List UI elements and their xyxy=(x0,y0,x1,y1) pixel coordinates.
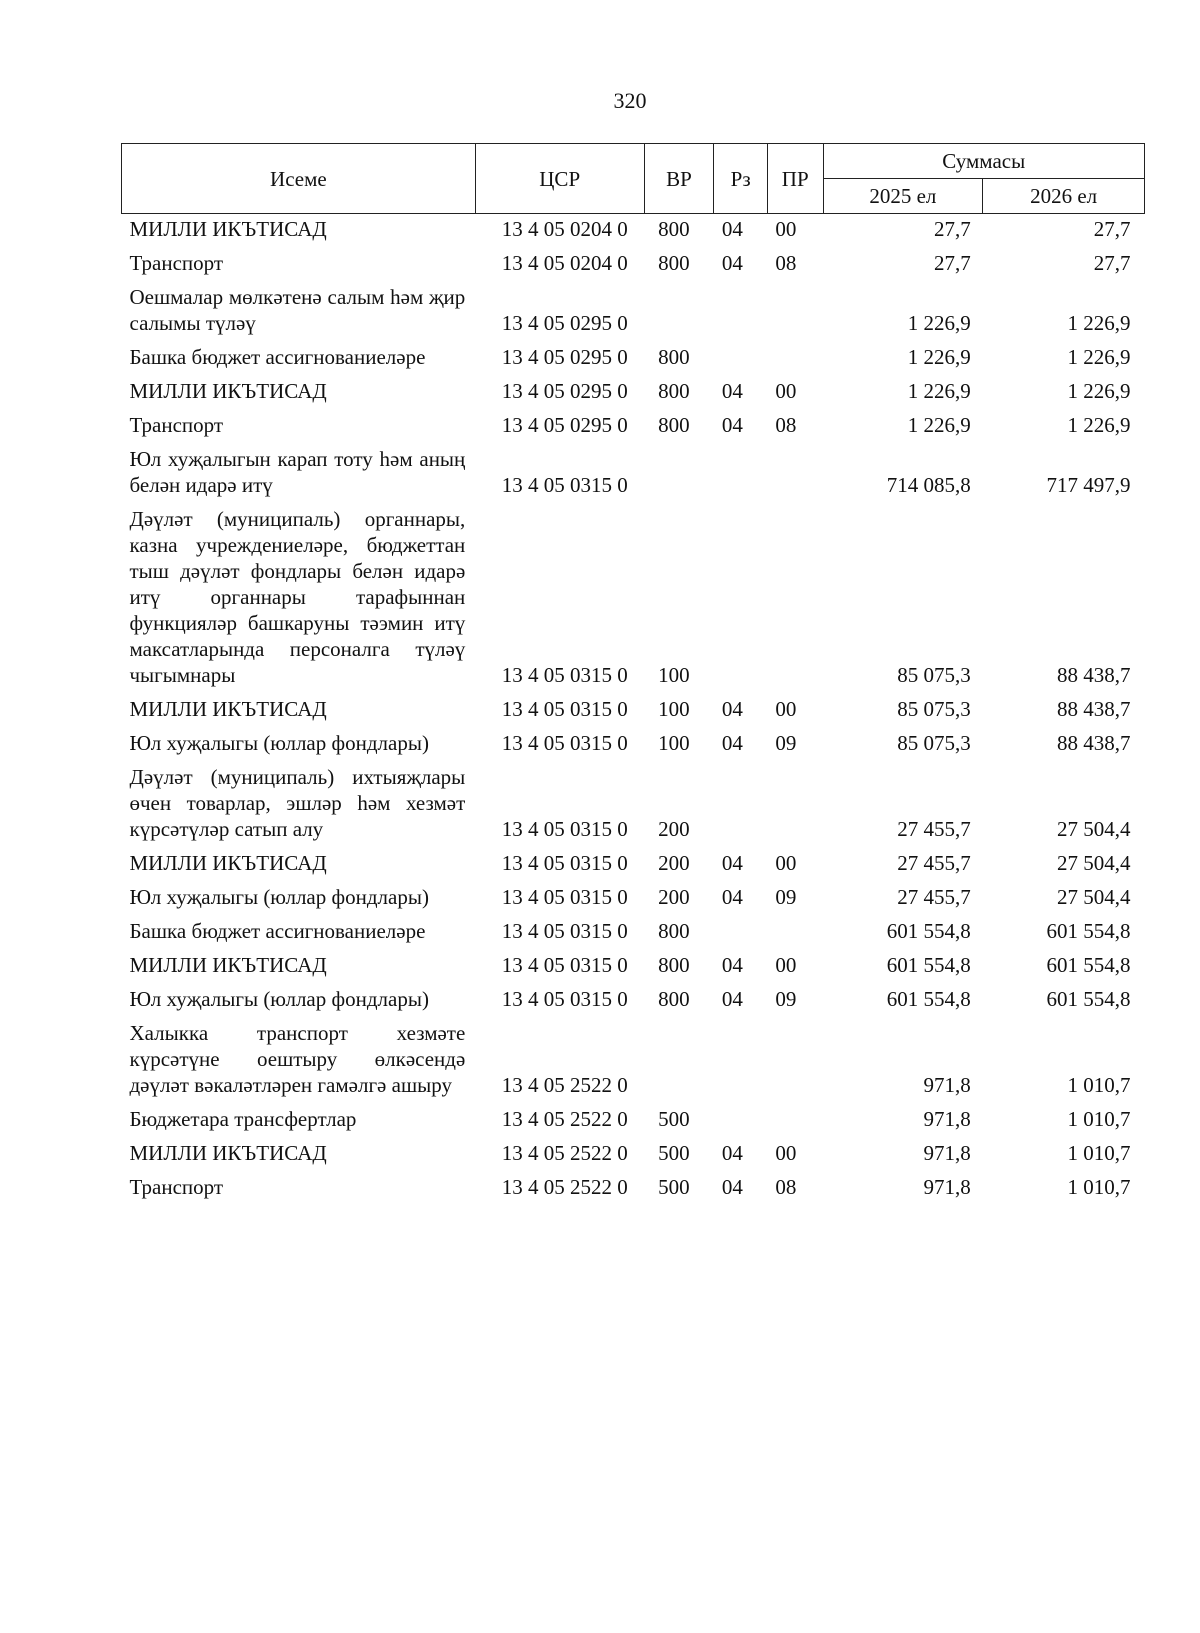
table-row xyxy=(122,986,1145,1020)
table-row xyxy=(122,506,1145,696)
table-body xyxy=(122,214,1145,1209)
row-name: Оешмалар мөлкәтенә салым һәм җир салымы түләү xyxy=(129,285,466,335)
row-csr: 13 4 05 2522 0 xyxy=(501,1107,628,1131)
row-name: Транспорт xyxy=(129,251,224,275)
row-amount-2025: 971,8 xyxy=(923,1107,971,1131)
row-rz xyxy=(714,764,768,850)
row-amount-2025: 971,8 xyxy=(923,1175,971,1199)
row-amount-2026: 1 226,9 xyxy=(1067,345,1131,369)
table-row xyxy=(122,1106,1145,1140)
row-amount-2025: 1 226,9 xyxy=(907,311,971,335)
row-amount-2025: 714 085,8 xyxy=(886,473,971,497)
row-csr: 13 4 05 0295 0 xyxy=(501,311,628,335)
row-name: Юл хуҗалыгы (юллар фондлары) xyxy=(129,885,429,909)
table-row xyxy=(122,284,1145,344)
row-name: Юл хуҗалыгын карап тоту һәм аның белән идарә итү xyxy=(129,447,466,497)
row-pr: 00 xyxy=(775,379,797,403)
table-row xyxy=(122,412,1145,446)
table-row xyxy=(122,884,1145,918)
row-pr xyxy=(767,446,823,506)
row-vr: 200 xyxy=(658,817,690,841)
row-amount-2026: 717 497,9 xyxy=(1046,473,1131,497)
table-row xyxy=(122,446,1145,506)
row-rz: 04 xyxy=(721,251,743,275)
row-name: МИЛЛИ ИКЪТИСАД xyxy=(129,953,327,977)
row-vr xyxy=(644,284,714,344)
row-csr: 13 4 05 2522 0 xyxy=(501,1073,628,1097)
row-name: Дәүләт (муниципаль) ихтыяҗлары өчен товарлар, эшләр һәм хезмәт күрсәтүләр сатып алу xyxy=(129,765,466,841)
row-pr xyxy=(767,1106,823,1140)
row-vr: 500 xyxy=(658,1175,690,1199)
row-amount-2025: 85 075,3 xyxy=(897,731,971,755)
row-rz xyxy=(714,1106,768,1140)
table-row xyxy=(122,214,1145,251)
row-vr: 200 xyxy=(658,851,690,875)
row-amount-2025: 1 226,9 xyxy=(907,379,971,403)
row-name: Башка бюджет ассигнованиеләре xyxy=(129,345,426,369)
table-row xyxy=(122,696,1145,730)
row-amount-2025: 601 554,8 xyxy=(886,953,971,977)
row-name: МИЛЛИ ИКЪТИСАД xyxy=(129,217,327,241)
row-rz: 04 xyxy=(721,697,743,721)
row-pr xyxy=(767,344,823,378)
row-name: МИЛЛИ ИКЪТИСАД xyxy=(129,697,327,721)
row-amount-2026: 1 010,7 xyxy=(1067,1141,1131,1165)
row-csr: 13 4 05 0204 0 xyxy=(501,251,628,275)
table-row xyxy=(122,1020,1145,1106)
row-pr: 08 xyxy=(775,1175,797,1199)
row-vr: 800 xyxy=(658,251,690,275)
header-year-2025: 2025 ел xyxy=(823,179,983,214)
table-row xyxy=(122,378,1145,412)
header-sum: Суммасы xyxy=(823,144,1144,179)
row-amount-2026: 1 010,7 xyxy=(1067,1073,1131,1097)
row-rz: 04 xyxy=(721,851,743,875)
row-vr: 500 xyxy=(658,1141,690,1165)
row-pr: 08 xyxy=(775,251,797,275)
row-name: Юл хуҗалыгы (юллар фондлары) xyxy=(129,987,429,1011)
row-vr: 800 xyxy=(658,413,690,437)
row-pr: 00 xyxy=(775,953,797,977)
row-amount-2026: 88 438,7 xyxy=(1057,731,1131,755)
row-name: МИЛЛИ ИКЪТИСАД xyxy=(129,1141,327,1165)
table-row xyxy=(122,850,1145,884)
table-row xyxy=(122,918,1145,952)
row-name: Транспорт xyxy=(129,1175,224,1199)
row-pr: 09 xyxy=(775,987,797,1011)
page-number: 320 xyxy=(613,88,647,113)
row-vr: 800 xyxy=(658,919,690,943)
row-rz: 04 xyxy=(721,731,743,755)
row-pr: 00 xyxy=(775,217,797,241)
row-rz: 04 xyxy=(721,885,743,909)
header-rz: Рз xyxy=(714,144,768,214)
header-year-2026: 2026 ел xyxy=(983,179,1145,214)
row-rz: 04 xyxy=(721,953,743,977)
row-csr: 13 4 05 0315 0 xyxy=(501,885,628,909)
row-name: Дәүләт (муниципаль) органнары, казна учреждениеләре, бюджеттан тыш дәүләт фондлары белән идарә итү органнары тарафыннан функцияләр башкаруны тәэмин итү максатларында персоналга түләү чыгымнары xyxy=(129,507,466,687)
row-rz: 04 xyxy=(721,379,743,403)
row-amount-2025: 27,7 xyxy=(933,217,971,241)
row-pr: 09 xyxy=(775,731,797,755)
row-csr: 13 4 05 0295 0 xyxy=(501,413,628,437)
row-pr xyxy=(767,506,823,696)
row-amount-2025: 1 226,9 xyxy=(907,413,971,437)
row-name: Бюджетара трансфертлар xyxy=(129,1107,357,1131)
row-rz xyxy=(714,1020,768,1106)
row-csr: 13 4 05 0315 0 xyxy=(501,987,628,1011)
row-csr: 13 4 05 0315 0 xyxy=(501,731,628,755)
row-amount-2026: 27 504,4 xyxy=(1057,885,1131,909)
row-name: Башка бюджет ассигнованиеләре xyxy=(129,919,426,943)
row-rz: 04 xyxy=(721,413,743,437)
row-vr: 500 xyxy=(658,1107,690,1131)
budget-table xyxy=(121,143,1145,1208)
row-amount-2025: 971,8 xyxy=(923,1141,971,1165)
row-rz: 04 xyxy=(721,1175,743,1199)
row-amount-2025: 27,7 xyxy=(933,251,971,275)
row-pr xyxy=(767,764,823,850)
row-name: МИЛЛИ ИКЪТИСАД xyxy=(129,851,327,875)
header-csr: ЦСР xyxy=(475,144,644,214)
row-name: Юл хуҗалыгы (юллар фондлары) xyxy=(129,731,429,755)
row-vr xyxy=(644,446,714,506)
row-vr: 100 xyxy=(658,697,690,721)
row-amount-2026: 601 554,8 xyxy=(1046,953,1131,977)
row-pr: 00 xyxy=(775,851,797,875)
row-csr: 13 4 05 0315 0 xyxy=(501,697,628,721)
row-pr xyxy=(767,1020,823,1106)
row-csr: 13 4 05 2522 0 xyxy=(501,1141,628,1165)
row-csr: 13 4 05 0315 0 xyxy=(501,919,628,943)
row-pr: 08 xyxy=(775,413,797,437)
row-csr: 13 4 05 0315 0 xyxy=(501,953,628,977)
table-row xyxy=(122,1140,1145,1174)
row-vr: 800 xyxy=(658,345,690,369)
table-row xyxy=(122,730,1145,764)
row-amount-2025: 85 075,3 xyxy=(897,663,971,687)
row-vr: 200 xyxy=(658,885,690,909)
row-amount-2025: 27 455,7 xyxy=(897,885,971,909)
row-rz: 04 xyxy=(721,217,743,241)
row-amount-2026: 1 010,7 xyxy=(1067,1175,1131,1199)
row-amount-2025: 601 554,8 xyxy=(886,919,971,943)
row-amount-2025: 85 075,3 xyxy=(897,697,971,721)
row-amount-2026: 601 554,8 xyxy=(1046,919,1131,943)
row-amount-2026: 27,7 xyxy=(1093,251,1131,275)
row-vr: 800 xyxy=(658,217,690,241)
row-amount-2025: 27 455,7 xyxy=(897,851,971,875)
row-rz xyxy=(714,506,768,696)
row-amount-2026: 88 438,7 xyxy=(1057,697,1131,721)
row-amount-2025: 971,8 xyxy=(923,1073,971,1097)
row-pr xyxy=(767,918,823,952)
row-rz xyxy=(714,918,768,952)
row-amount-2026: 1 226,9 xyxy=(1067,379,1131,403)
row-name: Транспорт xyxy=(129,413,224,437)
row-csr: 13 4 05 0315 0 xyxy=(501,851,628,875)
table-header xyxy=(122,144,1145,214)
row-amount-2026: 27 504,4 xyxy=(1057,851,1131,875)
row-amount-2026: 1 226,9 xyxy=(1067,413,1131,437)
row-rz xyxy=(714,446,768,506)
row-csr: 13 4 05 0315 0 xyxy=(501,473,628,497)
row-amount-2026: 1 010,7 xyxy=(1067,1107,1131,1131)
row-amount-2026: 27 504,4 xyxy=(1057,817,1131,841)
row-name: МИЛЛИ ИКЪТИСАД xyxy=(129,379,327,403)
row-vr: 100 xyxy=(658,663,690,687)
row-pr: 00 xyxy=(775,1141,797,1165)
row-amount-2025: 27 455,7 xyxy=(897,817,971,841)
row-vr xyxy=(644,1020,714,1106)
row-vr: 800 xyxy=(658,953,690,977)
row-csr: 13 4 05 0295 0 xyxy=(501,345,628,369)
table-row xyxy=(122,952,1145,986)
table-row xyxy=(122,1174,1145,1208)
row-csr: 13 4 05 0295 0 xyxy=(501,379,628,403)
row-csr: 13 4 05 0315 0 xyxy=(501,663,628,687)
row-rz xyxy=(714,344,768,378)
row-amount-2026: 601 554,8 xyxy=(1046,987,1131,1011)
row-rz: 04 xyxy=(721,1141,743,1165)
row-pr: 00 xyxy=(775,697,797,721)
row-amount-2025: 601 554,8 xyxy=(886,987,971,1011)
header-vr: ВР xyxy=(644,144,714,214)
row-csr: 13 4 05 2522 0 xyxy=(501,1175,628,1199)
row-vr: 800 xyxy=(658,987,690,1011)
row-pr: 09 xyxy=(775,885,797,909)
row-amount-2026: 1 226,9 xyxy=(1067,311,1131,335)
row-amount-2026: 27,7 xyxy=(1093,217,1131,241)
table-row xyxy=(122,764,1145,850)
row-rz xyxy=(714,284,768,344)
table-row xyxy=(122,344,1145,378)
header-name: Исеме xyxy=(122,144,476,214)
row-name: Халыкка транспорт хезмәте күрсәтүне оештыру өлкәсендә дәүләт вәкаләтләрен гамәлгә ашыру xyxy=(129,1021,466,1097)
row-rz: 04 xyxy=(721,987,743,1011)
row-csr: 13 4 05 0315 0 xyxy=(501,817,628,841)
row-amount-2025: 1 226,9 xyxy=(907,345,971,369)
row-pr xyxy=(767,284,823,344)
row-amount-2026: 88 438,7 xyxy=(1057,663,1131,687)
header-pr: ПР xyxy=(767,144,823,214)
table-row xyxy=(122,250,1145,284)
row-vr: 800 xyxy=(658,379,690,403)
row-csr: 13 4 05 0204 0 xyxy=(501,217,628,241)
row-vr: 100 xyxy=(658,731,690,755)
